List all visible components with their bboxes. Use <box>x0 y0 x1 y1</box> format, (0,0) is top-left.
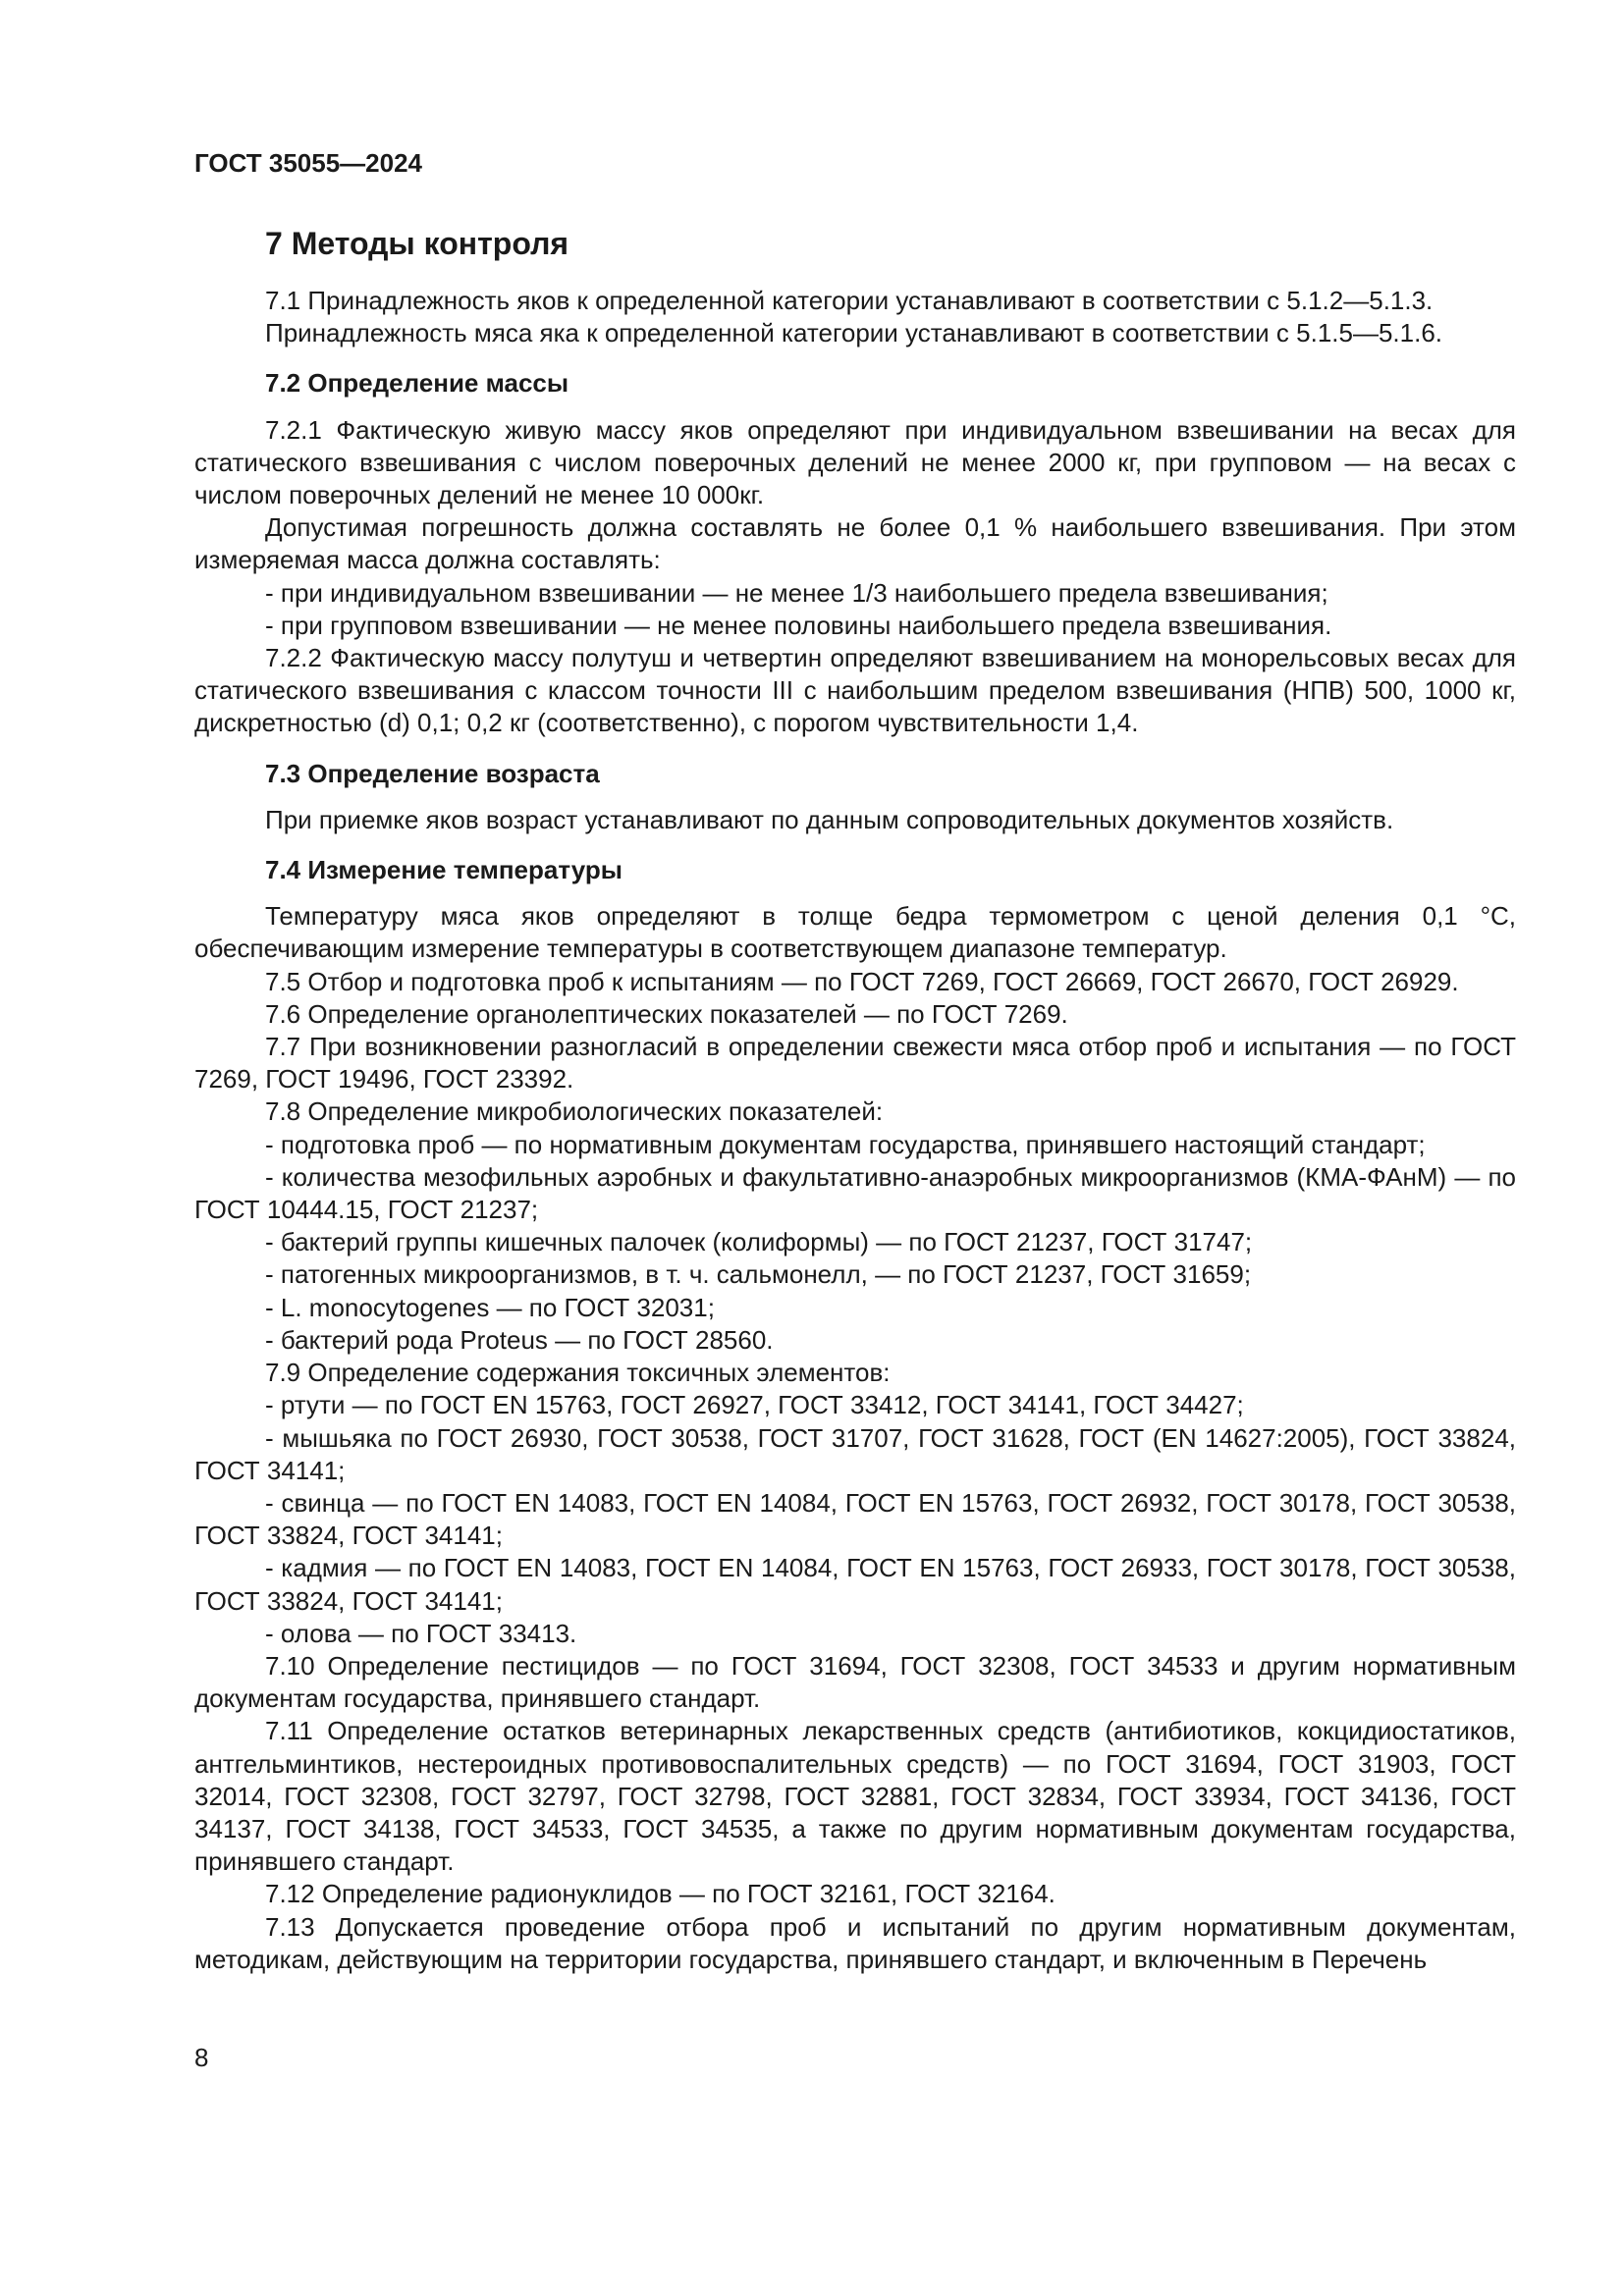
list-item: - кадмия — по ГОСТ EN 14083, ГОСТ EN 14084, ГОСТ EN 15763, ГОСТ 26933, ГОСТ 30178, ГОСТ 30538, ГОСТ 33824, ГОСТ 34141; <box>194 1553 1516 1616</box>
paragraph-7-13: 7.13 Допускается проведение отбора проб и испытаний по другим нормативным документам, методикам, действующим на территории государства, принявшего стандарт, и включенным в Перечень <box>194 1911 1516 1974</box>
section-title: 7 Методы контроля <box>265 226 569 261</box>
list-item: - количества мезофильных аэробных и факультативно-анаэробных микроорганизмов (КМА-ФАнМ) — по ГОСТ 10444.15, ГОСТ 21237; <box>194 1161 1516 1225</box>
paragraph-7-7: 7.7 При возникновении разногласий в определении свежести мяса отбор проб и испытания — по ГОСТ 7269, ГОСТ 19496, ГОСТ 23392. <box>194 1032 1516 1095</box>
list-item: - ртути — по ГОСТ EN 15763, ГОСТ 26927, ГОСТ 33412, ГОСТ 34141, ГОСТ 34427; <box>265 1390 1244 1420</box>
heading-7-4: 7.4 Измерение температуры <box>265 855 623 885</box>
list-item: - бактерий группы кишечных палочек (колиформы) — по ГОСТ 21237, ГОСТ 31747; <box>265 1227 1253 1257</box>
document-body <box>194 285 1516 1976</box>
list-item: - олова — по ГОСТ 33413. <box>265 1618 577 1648</box>
list-item: - патогенных микроорганизмов, в т. ч. сальмонелл, — по ГОСТ 21237, ГОСТ 31659; <box>265 1259 1252 1290</box>
list-item: - L. monocytogenes — по ГОСТ 32031; <box>265 1292 715 1322</box>
paragraph-7-2-1b: Допустимая погрешность должна составлять не более 0,1 % наибольшего взвешивания. При этом измеряемая масса должна составлять: <box>194 512 1516 575</box>
paragraph-7-11: 7.11 Определение остатков ветеринарных лекарственных средств (антибиотиков, кокцидиостатиков, антгельминтиков, нестероидных противовоспалительных средств) — по ГОСТ 31694, ГОСТ 31903, ГОСТ 32014, ГОСТ 32308, ГОСТ 32797, ГОСТ 32798, ГОСТ 32881, ГОСТ 32834, ГОСТ 33934, ГОСТ 34136, ГОСТ 34137, ГОСТ 34138, ГОСТ 34533, ГОСТ 34535, а также по другим нормативным документам государства, принявшего стандарт. <box>194 1716 1516 1877</box>
paragraph-7-12: 7.12 Определение радионуклидов — по ГОСТ 32161, ГОСТ 32164. <box>265 1879 1056 1909</box>
paragraph-7-5: 7.5 Отбор и подготовка проб к испытаниям — по ГОСТ 7269, ГОСТ 26669, ГОСТ 26670, ГОСТ 26929. <box>265 966 1459 996</box>
list-item: - при индивидуальном взвешивании — не менее 1/3 наибольшего предела взвешивания; <box>265 577 1328 608</box>
list-item: - при групповом взвешивании — не менее половины наибольшего предела взвешивания. <box>265 610 1332 640</box>
paragraph-7-8: 7.8 Определение микробиологических показателей: <box>265 1096 884 1127</box>
paragraph-7-6: 7.6 Определение органолептических показателей — по ГОСТ 7269. <box>265 998 1068 1029</box>
paragraph-7-2-2: 7.2.2 Фактическую массу полутуш и четвертин определяют взвешиванием на монорельсовых весах для статического взвешивания с классом точности III с наибольшим пределом взвешивания (НПВ) 500, 1000 кг, дискретностью (d) 0,1; 0,2 кг (соответственно), с порогом чувствительности 1,4. <box>194 643 1516 738</box>
heading-7-2: 7.2 Определение массы <box>265 368 569 399</box>
paragraph-7-10: 7.10 Определение пестицидов — по ГОСТ 31694, ГОСТ 32308, ГОСТ 34533 и другим нормативным документам государства, принявшего стандарт. <box>194 1650 1516 1714</box>
list-item: - свинца — по ГОСТ EN 14083, ГОСТ EN 14084, ГОСТ EN 15763, ГОСТ 26932, ГОСТ 30178, ГОСТ 30538, ГОСТ 33824, ГОСТ 34141; <box>194 1487 1516 1551</box>
document-header: ГОСТ 35055—2024 <box>194 148 422 178</box>
paragraph-7-4: Температуру мяса яков определяют в толще бедра термометром с ценой деления 0,1 °С, обеспечивающим измерение температуры в соответствующем диапазоне температур. <box>194 901 1516 964</box>
paragraph-7-9: 7.9 Определение содержания токсичных элементов: <box>265 1358 891 1388</box>
paragraph-7-1: 7.1 Принадлежность яков к определенной категории устанавливают в соответствии с 5.1.2—5.1.3. <box>265 286 1434 315</box>
paragraph-7-1b: Принадлежность мяса яка к определенной категории устанавливают в соответствии с 5.1.5—5.1.6. <box>265 318 1443 348</box>
paragraph-7-3: При приемке яков возраст устанавливают по данным сопроводительных документов хозяйств. <box>265 804 1394 834</box>
list-item: - подготовка проб — по нормативным документам государства, принявшего настоящий стандарт; <box>265 1129 1426 1159</box>
list-item: - мышьяка по ГОСТ 26930, ГОСТ 30538, ГОСТ 31707, ГОСТ 31628, ГОСТ (EN 14627:2005), ГОСТ 33824, ГОСТ 34141; <box>194 1422 1516 1485</box>
paragraph-7-2-1: 7.2.1 Фактическую живую массу яков определяют при индивидуальном взвешивании на весах для статического взвешивания с числом поверочных делений не менее 2000 кг, при групповом — на весах с числом поверочных делений не менее 10 000кг. <box>194 414 1516 510</box>
heading-7-3: 7.3 Определение возраста <box>265 758 600 788</box>
list-item: - бактерий рода Proteus — по ГОСТ 28560. <box>265 1324 774 1355</box>
page-number: 8 <box>194 2043 209 2072</box>
